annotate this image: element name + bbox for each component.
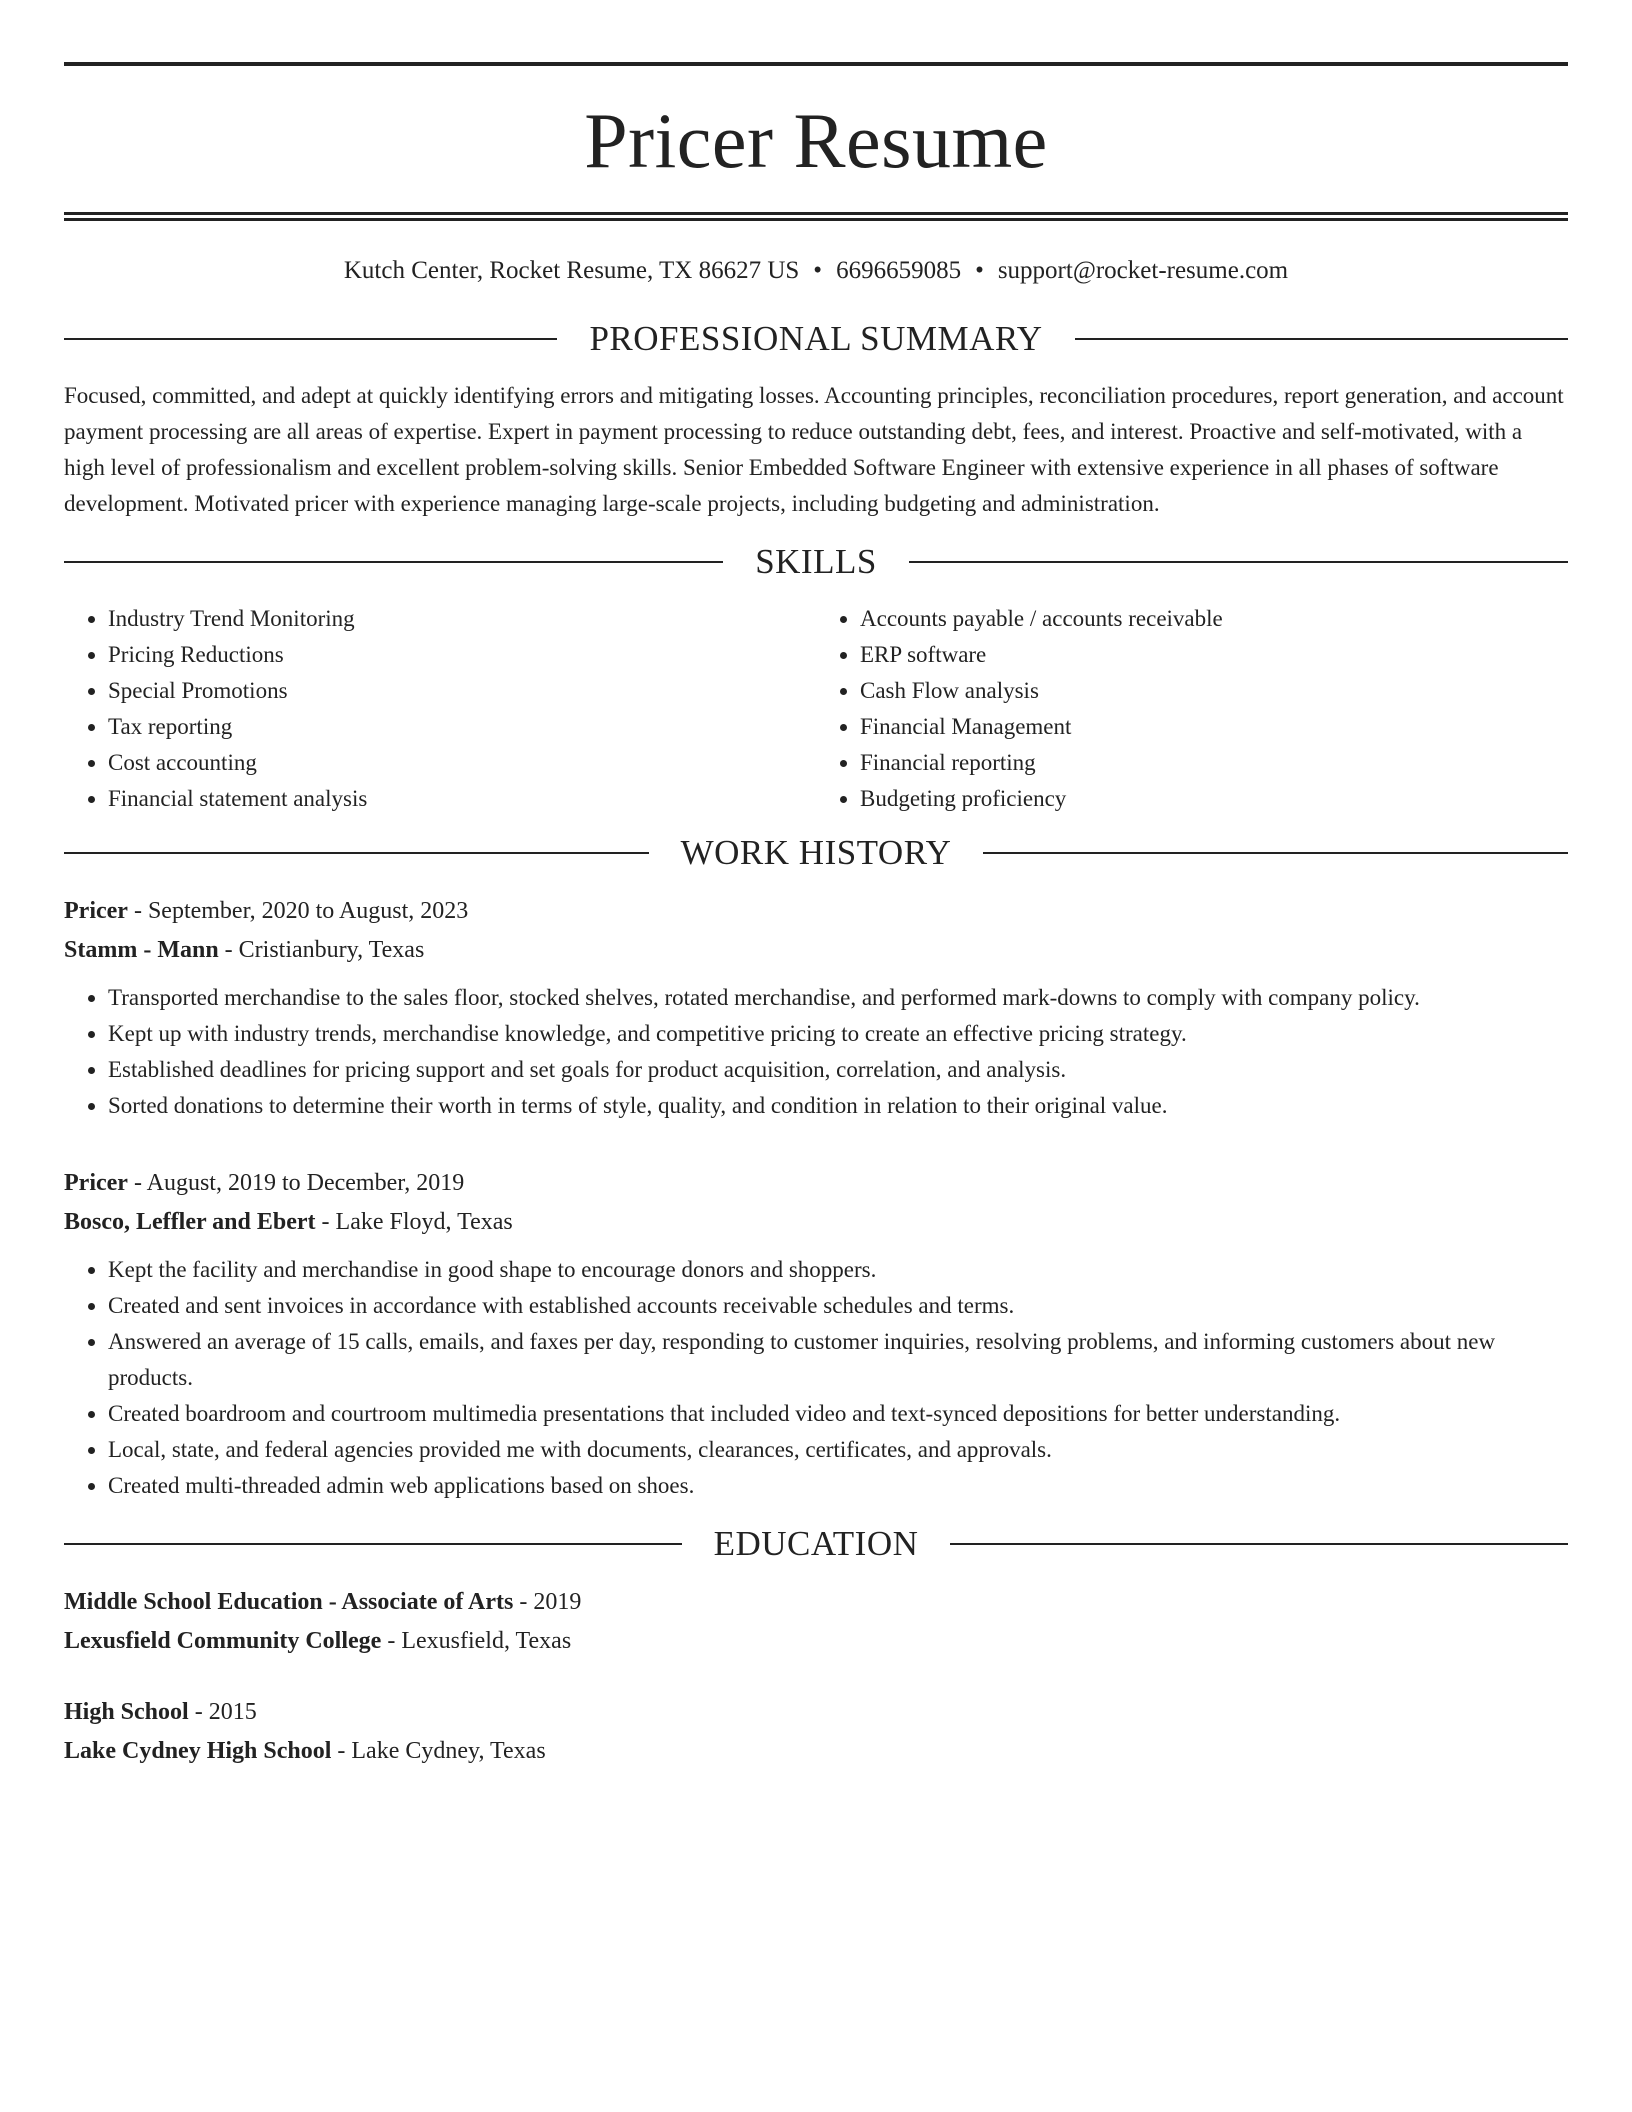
degree-line xyxy=(64,1693,1568,1732)
skill-item: • Tax reporting xyxy=(108,709,816,745)
degree-year: 2019 xyxy=(533,1589,582,1615)
skills-list xyxy=(64,601,1568,817)
school-location: Lake Cydney, Texas xyxy=(351,1738,546,1764)
job-bullets xyxy=(64,980,1568,1124)
degree-year: 2015 xyxy=(208,1699,257,1725)
skill-item: • Special Promotions xyxy=(108,673,816,709)
job-bullet: • Transported merchandise to the sales floor, stocked shelves, rotated merchandise, and performed mark-downs to comply with company policy. xyxy=(108,980,1568,1016)
job-dates: August, 2019 to December, 2019 xyxy=(146,1170,465,1196)
skills-heading-label: SKILLS xyxy=(755,542,877,581)
education-list xyxy=(64,1583,1568,1771)
job-title: Pricer xyxy=(64,1170,128,1196)
work-history xyxy=(64,892,1568,1504)
heading-rule-left xyxy=(64,338,557,340)
job-bullet: • Local, state, and federal agencies provided me with documents, clearances, certificates, and approvals. xyxy=(108,1432,1568,1468)
job-bullet: • Kept the facility and merchandise in good shape to encourage donors and shoppers. xyxy=(108,1252,1568,1288)
heading-rule-right xyxy=(909,561,1568,563)
skill-item: • Financial Management xyxy=(860,709,1568,745)
dash: - xyxy=(331,1738,352,1764)
heading-rule-right xyxy=(983,852,1568,854)
work-heading-label: WORK HISTORY xyxy=(680,833,952,872)
degree: Middle School Education - Associate of Arts xyxy=(64,1589,514,1615)
degree: High School xyxy=(64,1699,189,1725)
heading-rule-left xyxy=(64,561,723,563)
skill-item: • Cash Flow analysis xyxy=(860,673,1568,709)
skill-item: • Financial reporting xyxy=(860,745,1568,781)
degree-line xyxy=(64,1583,1568,1622)
dash: - xyxy=(513,1589,534,1615)
dash: - xyxy=(127,1170,147,1196)
skills-column-left xyxy=(64,601,816,817)
job-dates: September, 2020 to August, 2023 xyxy=(147,898,469,924)
resume-page xyxy=(64,0,1568,1771)
top-rule xyxy=(64,62,1568,66)
skills-heading xyxy=(64,544,1568,579)
job-location: Cristianbury, Texas xyxy=(238,937,425,963)
contact-separator: • xyxy=(813,257,823,284)
summary-heading xyxy=(64,321,1568,356)
heading-rule-left xyxy=(64,1543,682,1545)
dash: - xyxy=(315,1209,336,1235)
job-title: Pricer xyxy=(64,898,128,924)
job-bullets xyxy=(64,1252,1568,1504)
job-bullet: • Kept up with industry trends, merchandise knowledge, and competitive pricing to create an effective pricing strategy. xyxy=(108,1016,1568,1052)
dash: - xyxy=(127,898,148,924)
heading-rule-left xyxy=(64,852,649,854)
heading-rule-right xyxy=(1075,338,1568,340)
skill-item: • Pricing Reductions xyxy=(108,637,816,673)
job-bullet: • Established deadlines for pricing support and set goals for product acquisition, correlation, and analysis. xyxy=(108,1052,1568,1088)
job-entry xyxy=(64,892,1568,1124)
education-heading-label: EDUCATION xyxy=(713,1524,919,1563)
school-line xyxy=(64,1622,1568,1661)
job-bullet: • Answered an average of 15 calls, emails, and faxes per day, responding to customer inquiries, resolving problems, and informing customers about new products. xyxy=(108,1324,1568,1396)
summary-heading-label: PROFESSIONAL SUMMARY xyxy=(589,319,1043,358)
job-bullet: • Created and sent invoices in accordance with established accounts receivable schedules and terms. xyxy=(108,1288,1568,1324)
education-entry xyxy=(64,1583,1568,1661)
skill-item: • Financial statement analysis xyxy=(108,781,816,817)
job-bullet: • Created multi-threaded admin web applications based on shoes. xyxy=(108,1468,1568,1504)
contact-address: Kutch Center, Rocket Resume, TX 86627 US xyxy=(343,257,800,284)
summary-text: Focused, committed, and adept at quickly identifying errors and mitigating losses. Accounting principles, reconciliation procedures, report generation, and account payment processing are all areas of expertise. Expert in payment processing to reduce outstanding debt, fees, and interest. Proactive and self-motivated, with a high level of professionalism and excellent problem-solving skills. Senior Embedded Software Engineer with extensive experience in all phases of software development. Motivated pricer with experience managing large-scale projects, including budgeting and administration. xyxy=(64,383,1564,516)
job-bullet: • Created boardroom and courtroom multimedia presentations that included video and text-synced depositions for better understanding. xyxy=(108,1396,1568,1432)
contact-email: support@rocket-resume.com xyxy=(997,257,1289,284)
school-location: Lexusfield, Texas xyxy=(401,1628,572,1654)
skill-item: • Industry Trend Monitoring xyxy=(108,601,816,637)
dash: - xyxy=(218,937,239,963)
education-entry xyxy=(64,1693,1568,1771)
skill-item: • Cost accounting xyxy=(108,745,816,781)
title-double-rule xyxy=(64,212,1568,221)
dash: - xyxy=(381,1628,402,1654)
contact-line xyxy=(64,257,1568,285)
job-company-line xyxy=(64,1203,1568,1242)
job-company-line xyxy=(64,931,1568,970)
job-company: Stamm - Mann xyxy=(64,937,219,963)
school: Lexusfield Community College xyxy=(64,1628,382,1654)
dash: - xyxy=(188,1699,209,1725)
school: Lake Cydney High School xyxy=(64,1738,332,1764)
contact-separator: • xyxy=(975,257,984,284)
page-title: Pricer Resume xyxy=(584,97,1048,184)
skill-item: • ERP software xyxy=(860,637,1568,673)
work-heading xyxy=(64,835,1568,870)
job-bullet: • Sorted donations to determine their worth in terms of style, quality, and condition in relation to their original value. xyxy=(108,1088,1568,1124)
school-line xyxy=(64,1732,1568,1771)
heading-rule-right xyxy=(950,1543,1568,1545)
skill-item: • Budgeting proficiency xyxy=(860,781,1568,817)
job-location: Lake Floyd, Texas xyxy=(335,1209,513,1235)
job-title-line xyxy=(64,1164,1568,1203)
job-entry xyxy=(64,1164,1568,1504)
job-company: Bosco, Leffler and Ebert xyxy=(64,1209,316,1235)
contact-phone: 6696659085 xyxy=(836,257,962,284)
job-title-line xyxy=(64,892,1568,931)
education-heading xyxy=(64,1526,1568,1561)
skill-item: • Accounts payable / accounts receivable xyxy=(860,601,1568,637)
skills-column-right xyxy=(816,601,1568,817)
